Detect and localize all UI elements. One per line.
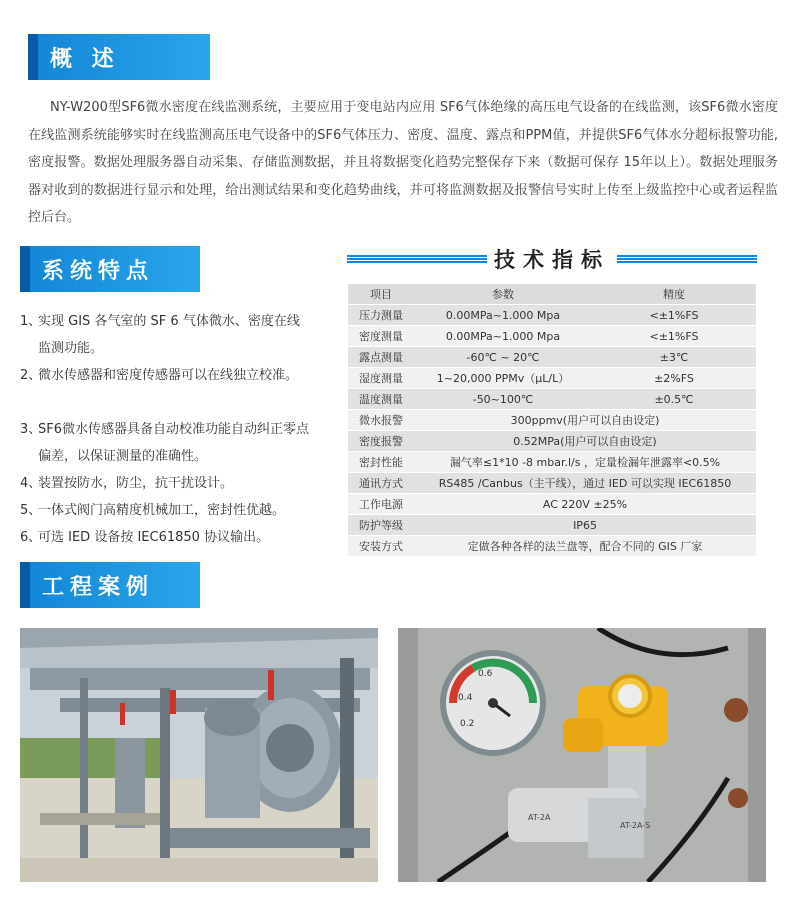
overview-header	[28, 34, 210, 80]
header-accent-bar	[28, 34, 38, 80]
specs-col-param: 参数	[414, 284, 592, 305]
spec-key: 通讯方式	[348, 473, 414, 494]
spec-accuracy: ±0.5℃	[592, 389, 756, 410]
spec-key: 温度测量	[348, 389, 414, 410]
gauge-number: 0.6	[478, 669, 493, 679]
spec-key: 密封性能	[348, 452, 414, 473]
spec-accuracy: ±3℃	[592, 347, 756, 368]
table-row	[348, 389, 756, 410]
spec-param: 0.00MPa~1.000 Mpa	[414, 305, 592, 326]
spec-key: 露点测量	[348, 347, 414, 368]
spec-accuracy: ±2%FS	[592, 368, 756, 389]
feature-text: 可选 IED 设备按 IEC61850 协议输出。	[38, 530, 270, 545]
specs-header-row	[348, 284, 756, 305]
spec-accuracy: <±1%FS	[592, 326, 756, 347]
spec-key: 密度测量	[348, 326, 414, 347]
spec-key: 压力测量	[348, 305, 414, 326]
table-row	[348, 305, 756, 326]
feature-text: SF6微水传感器具备自动校准功能自动纠正零点	[38, 422, 310, 437]
sensor-photo	[398, 628, 766, 882]
spec-value: 300ppmv(用户可以自由设定)	[414, 410, 756, 431]
spec-value: 漏气率≤1*10 -8 mbar.l/s ，定量检漏年泄露率<0.5%	[414, 452, 756, 473]
feature-number: 6、	[20, 530, 42, 545]
feature-item	[20, 308, 340, 362]
overview-title: 概 述	[50, 46, 120, 72]
cases-header-band	[30, 562, 200, 608]
table-row	[348, 431, 756, 452]
table-row	[348, 536, 756, 557]
spec-value: 定做各种各样的法兰盘等，配合不同的 GIS 厂家	[414, 536, 756, 557]
sensor-label: AT-2A-S	[620, 821, 651, 830]
spec-param: -60℃ ~ 20℃	[414, 347, 592, 368]
table-row	[348, 452, 756, 473]
sensor-label: AT-2A	[528, 813, 551, 822]
spec-value: AC 220V ±25%	[414, 494, 756, 515]
feature-number: 4、	[20, 476, 42, 491]
substation-illustration	[20, 628, 378, 882]
substation-photo	[20, 628, 378, 882]
specs-title: 技术指标	[494, 248, 610, 272]
overview-header-band	[38, 34, 210, 80]
spec-value: IP65	[414, 515, 756, 536]
feature-text: 微水传感器和密度传感器可以在线独立校准。	[38, 368, 299, 383]
feature-item	[20, 524, 340, 551]
table-row	[348, 515, 756, 536]
spec-key: 密度报警	[348, 431, 414, 452]
table-row	[348, 326, 756, 347]
table-row	[348, 347, 756, 368]
feature-item	[20, 362, 340, 389]
feature-text: 一体式阀门高精度机械加工，密封性优越。	[38, 503, 286, 518]
header-accent-bar	[20, 562, 30, 608]
cases-header	[20, 562, 200, 608]
cases-title: 工程案例	[42, 574, 155, 600]
feature-item	[20, 416, 340, 470]
feature-text: 装置按防水，防尘，抗干扰设计。	[38, 476, 234, 491]
features-list	[20, 308, 340, 551]
spec-value: RS485 /Canbus（主干线），通过 IED 可以实现 IEC61850	[414, 473, 756, 494]
feature-number: 1、	[20, 314, 42, 329]
spec-key: 防护等级	[348, 515, 414, 536]
specs-col-accuracy: 精度	[592, 284, 756, 305]
specs-col-item: 项目	[348, 284, 414, 305]
feature-number: 5、	[20, 503, 42, 518]
gauge-number: 0.2	[460, 719, 475, 729]
spec-key: 安装方式	[348, 536, 414, 557]
spec-param: -50~100℃	[414, 389, 592, 410]
gauge-number: 0.4	[458, 693, 473, 703]
feature-text: 实现 GIS 各气室的 SF 6 气体微水、密度在线	[38, 314, 300, 329]
features-header-band	[30, 246, 200, 292]
feature-item	[20, 497, 340, 524]
feature-item	[20, 470, 340, 497]
sensor-illustration	[398, 628, 766, 882]
header-accent-bar	[20, 246, 30, 292]
spec-key: 工作电源	[348, 494, 414, 515]
feature-text-cont: 监测功能。	[38, 341, 104, 356]
spec-param: 0.00MPa~1.000 Mpa	[414, 326, 592, 347]
specs-table	[348, 284, 756, 557]
specs-header	[347, 244, 757, 274]
spec-accuracy: <±1%FS	[592, 305, 756, 326]
feature-number: 3、	[20, 422, 42, 437]
spec-param: 1~20,000 PPMv（μL/L）	[414, 368, 592, 389]
spec-key: 微水报警	[348, 410, 414, 431]
table-row	[348, 494, 756, 515]
features-header	[20, 246, 200, 292]
spec-key: 湿度测量	[348, 368, 414, 389]
features-title: 系统特点	[42, 258, 155, 284]
feature-number: 2、	[20, 368, 42, 383]
overview-paragraph: NY-W200型SF6微水密度在线监测系统，主要应用于变电站内应用 SF6气体绝缘的高压电气设备的在线监测，该SF6微水密度在线监测系统能够实时在线监测高压电气设备中的SF6气体压力、密度、温度、露点和PPM值，并提供SF6气体水分超标报警功能,密度报警。数据处理服务器自动采集、存储监测数据，并且将数据变化趋势完整保存下来（数据可保存 15年以上）。数据处理服务器对收到的数据进行显示和处理，给出测试结果和变化趋势曲线，并可将监测数据及报警信号实时上传至上级监控中心或者运程监控后台。	[28, 100, 778, 225]
table-row	[348, 410, 756, 431]
table-row	[348, 368, 756, 389]
table-row	[348, 473, 756, 494]
feature-text-cont: 偏差，以保证测量的准确性。	[38, 449, 208, 464]
spec-value: 0.52MPa(用户可以自由设定)	[414, 431, 756, 452]
